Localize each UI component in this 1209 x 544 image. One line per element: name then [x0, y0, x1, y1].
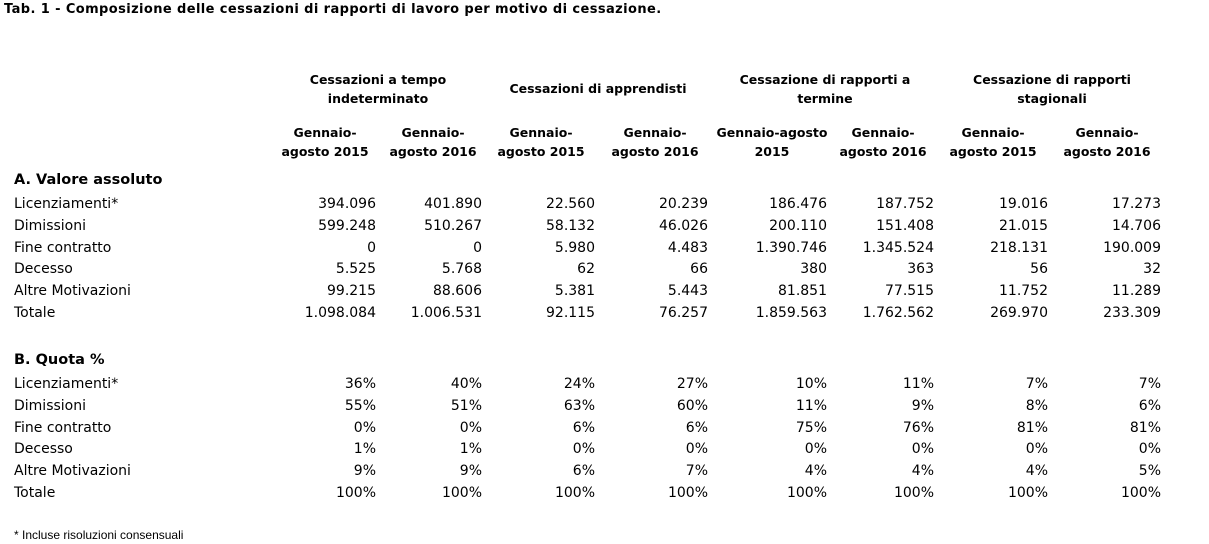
table-cell: 0 — [473, 239, 482, 256]
table-cell: 17.273 — [1112, 196, 1161, 212]
table-cell: 4% — [1025, 463, 1048, 480]
period-header-line2: agosto 2015 — [949, 144, 1037, 159]
table-cell: 6% — [685, 419, 708, 436]
table-cell: 99.215 — [327, 283, 376, 300]
period-header-line2: agosto 2015 — [497, 144, 585, 159]
table-cell: 380 — [800, 261, 827, 278]
table-cell: 0 — [367, 239, 376, 256]
table-cell: 9% — [459, 463, 482, 480]
table-cell: 100% — [1120, 485, 1161, 501]
table-cell: 1.345.524 — [862, 239, 934, 256]
period-header — [712, 123, 832, 161]
table-cell: 1.006.531 — [410, 305, 482, 321]
row-label: Altre Motivazioni — [14, 463, 131, 480]
period-header — [1052, 123, 1162, 161]
table-cell: 5.381 — [554, 283, 595, 300]
table-cell: 55% — [344, 397, 376, 414]
group-header — [270, 70, 486, 108]
row-label: Totale — [14, 305, 56, 321]
table-cell: 1.098.084 — [304, 305, 376, 321]
table-cell: 81% — [1016, 419, 1048, 436]
table-cell: 27% — [676, 376, 708, 392]
table-cell: 233.309 — [1103, 305, 1161, 321]
table-row — [0, 441, 1209, 463]
table-cell: 1.859.563 — [755, 305, 827, 321]
table-cell: 200.110 — [769, 217, 827, 234]
table-cell: 7% — [685, 463, 708, 480]
table-cell: 60% — [676, 397, 708, 414]
section-title: A. Valore assoluto — [14, 172, 163, 188]
row-label: Decesso — [14, 261, 73, 278]
table-cell: 0% — [804, 441, 827, 458]
period-header-line1: Gennaio- — [509, 125, 573, 140]
table-cell: 11% — [902, 376, 934, 392]
table-cell: 9% — [911, 397, 934, 414]
table-cell: 77.515 — [885, 283, 934, 300]
table-cell: 11.752 — [999, 283, 1048, 300]
table-cell: 401.890 — [424, 196, 482, 212]
table-cell: 6% — [572, 419, 595, 436]
table-row — [0, 305, 1209, 327]
table-cell: 46.026 — [659, 217, 708, 234]
group-header-line1: Cessazione di rapporti — [973, 72, 1131, 87]
table-cell: 363 — [907, 261, 934, 278]
table-cell: 190.009 — [1103, 239, 1161, 256]
table-cell: 4.483 — [667, 239, 708, 256]
table-cell: 81.851 — [778, 283, 827, 300]
period-header-line1: Gennaio- — [851, 125, 915, 140]
table-cell: 100% — [441, 485, 482, 501]
period-header-line2: agosto 2016 — [611, 144, 699, 159]
table-cell: 5% — [1138, 463, 1161, 480]
table-cell: 0% — [1025, 441, 1048, 458]
table-cell: 599.248 — [318, 217, 376, 234]
table-cell: 92.115 — [546, 305, 595, 321]
table-cell: 10% — [795, 376, 827, 392]
table-cell: 32 — [1143, 261, 1161, 278]
table-cell: 6% — [572, 463, 595, 480]
table-cell: 20.239 — [659, 196, 708, 212]
table-cell: 100% — [1007, 485, 1048, 501]
row-label: Fine contratto — [14, 239, 112, 256]
table-cell: 4% — [804, 463, 827, 480]
period-header-line2: agosto 2015 — [281, 144, 369, 159]
table-cell: 6% — [1138, 397, 1161, 414]
table-cell: 269.970 — [990, 305, 1048, 321]
period-header-line1: Gennaio- — [1075, 125, 1139, 140]
table-cell: 58.132 — [546, 217, 595, 234]
table-row — [0, 240, 1209, 262]
group-header-line1: Cessazioni di apprendisti — [509, 81, 687, 96]
group-header — [712, 70, 938, 108]
table-cell: 1.762.562 — [862, 305, 934, 321]
group-header-line2: termine — [797, 91, 853, 106]
period-header — [938, 123, 1048, 161]
group-header-line2: stagionali — [1017, 91, 1087, 106]
period-header-line2: agosto 2016 — [839, 144, 927, 159]
row-label: Licenziamenti* — [14, 196, 119, 212]
table-cell: 22.560 — [546, 196, 595, 212]
table-cell: 14.706 — [1112, 217, 1161, 234]
footnote: * Incluse risoluzioni consensuali — [14, 528, 184, 542]
table-cell: 19.016 — [999, 196, 1048, 212]
period-header-line2: 2015 — [754, 144, 790, 159]
table-cell: 11% — [795, 397, 827, 414]
table-cell: 40% — [450, 376, 482, 392]
table-row — [0, 463, 1209, 485]
section-title: B. Quota % — [14, 352, 105, 368]
table-row — [0, 283, 1209, 305]
period-header — [600, 123, 710, 161]
table-cell: 11.289 — [1112, 283, 1161, 300]
table-row — [0, 376, 1209, 398]
table-cell: 5.768 — [441, 261, 482, 278]
table-row — [0, 485, 1209, 507]
row-label: Decesso — [14, 441, 73, 458]
table-cell: 75% — [795, 419, 827, 436]
period-header-line2: agosto 2016 — [389, 144, 477, 159]
period-header-line1: Gennaio- — [961, 125, 1025, 140]
table-cell: 186.476 — [769, 196, 827, 212]
group-header-line2: indeterminato — [327, 91, 429, 106]
table-cell: 510.267 — [424, 217, 482, 234]
table-row — [0, 196, 1209, 218]
period-header — [378, 123, 488, 161]
table-cell: 81% — [1129, 419, 1161, 436]
table-cell: 51% — [450, 397, 482, 414]
table-cell: 0% — [572, 441, 595, 458]
table-cell: 62 — [577, 261, 595, 278]
table-cell: 56 — [1030, 261, 1048, 278]
row-label: Dimissioni — [14, 397, 87, 414]
table-cell: 24% — [563, 376, 595, 392]
group-header-line1: Cessazione di rapporti a — [739, 72, 911, 87]
table-cell: 36% — [344, 376, 376, 392]
table-cell: 0% — [911, 441, 934, 458]
table-cell: 218.131 — [990, 239, 1048, 256]
period-header-line2: agosto 2016 — [1063, 144, 1151, 159]
table-cell: 4% — [911, 463, 934, 480]
table-cell: 0% — [459, 419, 482, 436]
table-cell: 0% — [685, 441, 708, 458]
period-header-line1: Gennaio- — [293, 125, 357, 140]
row-label: Fine contratto — [14, 419, 112, 436]
table-cell: 100% — [554, 485, 595, 501]
table-row — [0, 420, 1209, 442]
table-cell: 63% — [563, 397, 595, 414]
table-cell: 187.752 — [876, 196, 934, 212]
table-cell: 76% — [902, 419, 934, 436]
period-header — [270, 123, 380, 161]
table-cell: 7% — [1138, 376, 1161, 392]
group-header — [942, 70, 1162, 108]
table-cell: 100% — [667, 485, 708, 501]
period-header-line1: Gennaio- — [401, 125, 465, 140]
period-header — [828, 123, 938, 161]
period-header-line1: Gennaio- — [623, 125, 687, 140]
period-header — [486, 123, 596, 161]
table-cell: 7% — [1025, 376, 1048, 392]
table-cell: 5.525 — [335, 261, 376, 278]
table-cell: 394.096 — [318, 196, 376, 212]
table-cell: 100% — [335, 485, 376, 501]
row-label: Altre Motivazioni — [14, 283, 131, 300]
table-cell: 8% — [1025, 397, 1048, 414]
table-cell: 5.443 — [667, 283, 708, 300]
table-row — [0, 261, 1209, 283]
table-row — [0, 218, 1209, 240]
table-cell: 76.257 — [659, 305, 708, 321]
table-cell: 1% — [459, 441, 482, 458]
table-cell: 66 — [690, 261, 708, 278]
table-cell: 1% — [353, 441, 376, 458]
table-cell: 151.408 — [876, 217, 934, 234]
table-cell: 100% — [786, 485, 827, 501]
table-cell: 21.015 — [999, 217, 1048, 234]
table-cell: 1.390.746 — [755, 239, 827, 256]
row-label: Licenziamenti* — [14, 376, 119, 392]
row-label: Totale — [14, 485, 56, 501]
row-label: Dimissioni — [14, 217, 87, 234]
table-row — [0, 398, 1209, 420]
table-cell: 0% — [353, 419, 376, 436]
group-header-line1: Cessazioni a tempo — [309, 72, 447, 87]
table-cell: 0% — [1138, 441, 1161, 458]
group-header — [490, 79, 706, 98]
table-cell: 9% — [353, 463, 376, 480]
table-cell: 88.606 — [433, 283, 482, 300]
period-header-line1: Gennaio-agosto — [716, 125, 828, 140]
table-cell: 100% — [893, 485, 934, 501]
table-cell: 5.980 — [554, 239, 595, 256]
table-title: Tab. 1 - Composizione delle cessazioni di rapporti di lavoro per motivo di cessazione. — [4, 2, 662, 17]
